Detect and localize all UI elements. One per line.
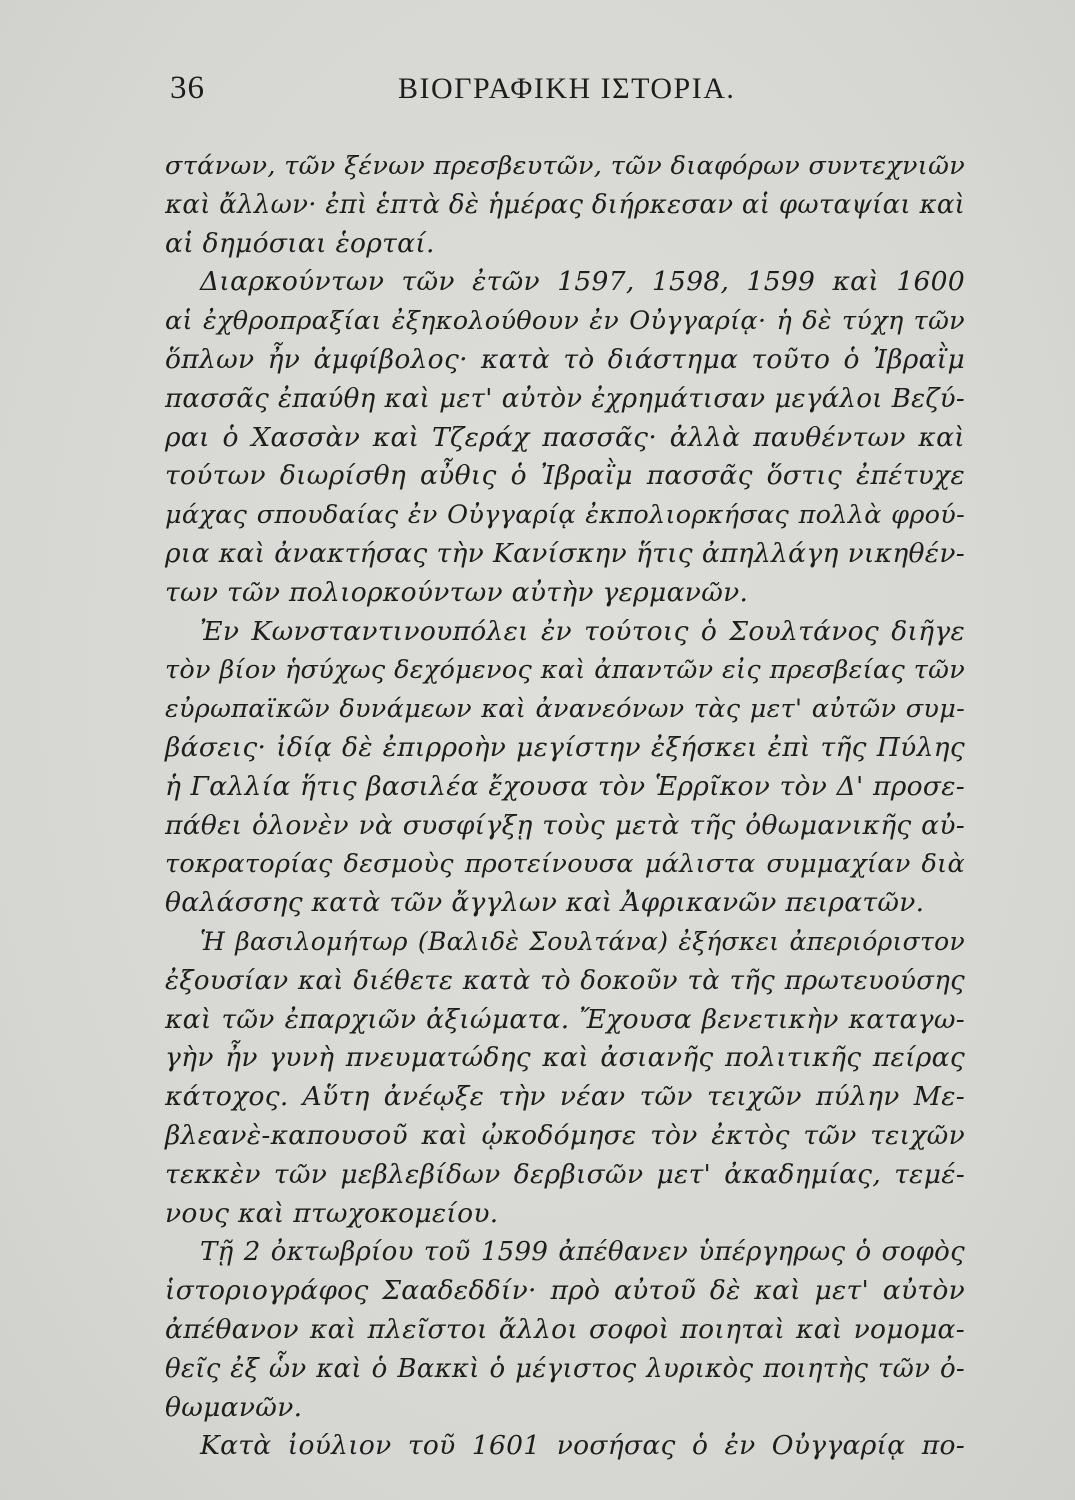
text-line: ἐξουσίαν καὶ διέθετε κατὰ τὸ δοκοῦν τὰ τῆς πρωτευούσης <box>165 965 965 996</box>
running-title: ΒΙΟΓΡΑΦΙΚΗ ΙΣΤΟΡΙΑ. <box>398 72 736 105</box>
text-line: Ἡ βασιλομήτωρ (Βαλιδὲ Σουλτάνα) ἐξήσκει ἀπεριόριστον <box>200 926 965 956</box>
text-line: αἱ ἐχθροπραξίαι ἐξηκολούθουν ἐν Οὐγγαρίᾳ· ἡ δὲ τύχη τῶν <box>165 306 965 337</box>
text-line: ρια καὶ ἀνακτήσας τὴν Κανίσκην ἥτις ἀπηλλάγη νικηθέν- <box>165 537 965 569</box>
text-line: πασσᾶς ἐπαύθη καὶ μετ' αὐτὸν ἐχρημάτισαν μεγάλοι Βεζύ- <box>165 383 965 414</box>
text-line: Ἐν Κωνσταντινουπόλει ἐν τούτοις ὁ Σουλτάνος διῆγε <box>200 615 965 647</box>
text-line: ἱστοριογράφος Σααδεδδίν· πρὸ αὐτοῦ δὲ καὶ μετ' αὐτὸν <box>165 1275 965 1307</box>
text-line: τούτων διωρίσθη αὖθις ὁ Ἰβραῒμ πασσᾶς ὅστις ἐπέτυχε <box>165 460 965 492</box>
text-line: ἡ Γαλλία ἥτις βασιλέα ἔχουσα τὸν Ἑρρῖκον τὸν Δ' προσε- <box>165 770 965 802</box>
text-line: πάθει ὁλονὲν νὰ συσφίγξῃ τοὺς μετὰ τῆς ὀθωμανικῆς αὐ- <box>165 809 965 841</box>
text-line: τὸν βίον ἡσύχως δεχόμενος καὶ ἀπαντῶν εἰς πρεσβείας τῶν <box>165 655 965 686</box>
page-header <box>170 70 960 120</box>
text-line: καὶ τῶν ἐπαρχιῶν ἀξιώματα. Ἔχουσα βενετικὴν καταγω- <box>165 1003 965 1035</box>
text-line: καὶ ἄλλων· ἐπὶ ἑπτὰ δὲ ἡμέρας διήρκεσαν αἱ φωταψίαι καὶ <box>165 189 966 220</box>
text-line: Τῇ 2 ὀκτωβρίου τοῦ 1599 ἀπέθανεν ὑπέργηρως ὁ σοφὸς <box>200 1237 965 1268</box>
text-line: μάχας σπουδαίας ἐν Οὐγγαρίᾳ ἐκπολιορκήσας πολλὰ φρού- <box>165 500 965 531</box>
text-line: των τῶν πολιορκούντων αὐτὴν γερμανῶν. <box>165 576 749 608</box>
text-line: Διαρκούντων τῶν ἐτῶν 1597, 1598, 1599 καὶ 1600 <box>200 266 965 298</box>
text-line: θωμανῶν. <box>165 1391 303 1423</box>
text-line: αἱ δημόσιαι ἑορταί. <box>165 227 435 259</box>
text-line: τεκκὲν τῶν μεβλεβίδων δερβισῶν μετ' ἀκαδημίας, τεμέ- <box>165 1158 965 1190</box>
text-line: θεῖς ἐξ ὧν καὶ ὁ Βακκὶ ὁ μέγιστος λυρικὸς ποιητὴς τῶν ὀ- <box>165 1353 965 1384</box>
text-line: ραι ὁ Χασσὰν καὶ Τζεράχ πασσᾶς· ἀλλὰ παυθέντων καὶ <box>165 421 965 453</box>
text-line: κάτοχος. Αὕτη ἀνέῳξε τὴν νέαν τῶν τειχῶν πύλην Με- <box>165 1081 965 1113</box>
text-line: Κατὰ ἰούλιον τοῦ 1601 νοσήσας ὁ ἐν Οὐγγαρίᾳ πο- <box>200 1430 965 1462</box>
text-line: γὴν ἦν γυνὴ πνευματώδης καὶ ἀσιανῆς πολιτικῆς πείρας <box>165 1042 965 1074</box>
text-line: νους καὶ πτωχοκομείου. <box>165 1197 499 1229</box>
page-number: 36 <box>170 70 205 106</box>
text-line: βλεανὲ-καπουσοῦ καὶ ᾠκοδόμησε τὸν ἐκτὸς τῶν τειχῶν <box>165 1119 965 1151</box>
text-line: στάνων, τῶν ξένων πρεσβευτῶν, τῶν διαφόρων συντεχνιῶν <box>165 151 965 181</box>
text-line: θαλάσσης κατὰ τῶν ἄγγλων καὶ Ἀφρικανῶν πειρατῶν. <box>165 887 925 919</box>
text-line: ἀπέθανον καὶ πλεῖστοι ἄλλοι σοφοὶ ποιηταὶ καὶ νομομα- <box>165 1313 965 1345</box>
text-line: ὅπλων ἦν ἀμφίβολος· κατὰ τὸ διάστημα τοῦτο ὁ Ἰβραῒμ <box>165 343 965 375</box>
text-line: τοκρατορίας δεσμοὺς προτείνουσα μάλιστα συμμαχίαν διὰ <box>165 849 965 880</box>
body-text <box>165 147 965 1466</box>
text-line: βάσεις· ἰδίᾳ δὲ ἐπιρροὴν μεγίστην ἐξήσκει ἐπὶ τῆς Πύλης <box>165 731 965 763</box>
text-line: εὐρωπαϊκῶν δυνάμεων καὶ ἀνανεόνων τὰς μετ' αὐτῶν συμ- <box>165 694 965 725</box>
